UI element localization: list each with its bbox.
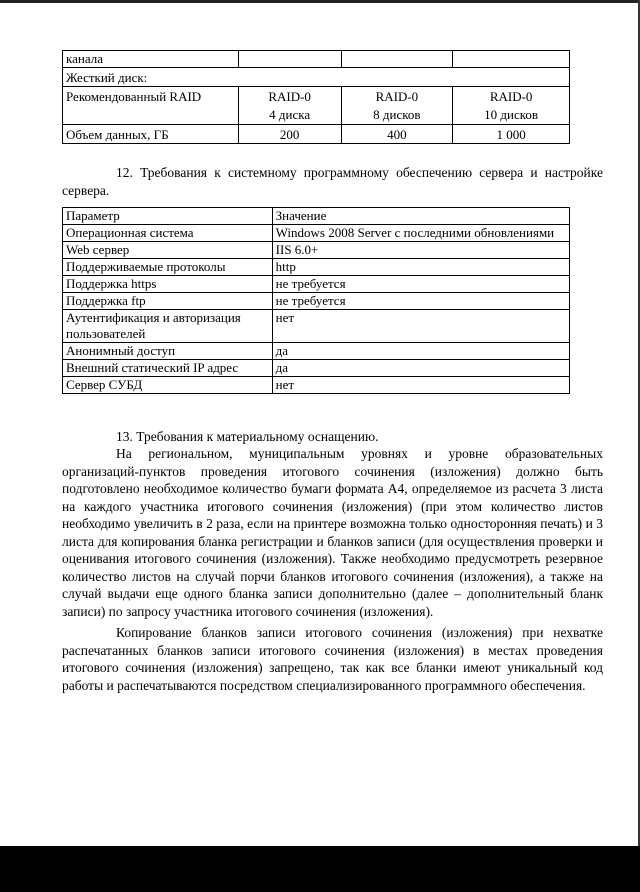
value-cell: да xyxy=(272,360,569,377)
section-12-heading: 12. Требования к системному программному обеспечению сервера и настройке сервера. xyxy=(62,165,603,198)
value-cell: http xyxy=(272,259,569,276)
scan-top-edge xyxy=(0,0,640,3)
column-header-param: Параметр xyxy=(63,208,273,225)
section-13-paragraph-2: Копирование бланков записи итогового сочинения (изложения) при нехватке распечатанных бланков записи итогового сочинения (изложения) в местах проведения итогового сочинения (изложения) запрещено, так как все бланки имеют уникальный код работы и распечатываются посредством специализированного программного обеспечения. xyxy=(62,625,603,693)
section-13-heading: 13. Требования к материальному оснащению. xyxy=(116,429,379,444)
table-cell: Жесткий диск: xyxy=(63,68,570,87)
table-row xyxy=(63,87,570,125)
table-row xyxy=(63,293,570,310)
scan-bottom-border xyxy=(0,846,640,892)
value-cell: не требуется xyxy=(272,293,569,310)
column-header-value: Значение xyxy=(272,208,569,225)
table-header-row xyxy=(63,208,570,225)
value-cell: IIS 6.0+ xyxy=(272,242,569,259)
table-cell: RAID-0 8 дисков xyxy=(341,87,453,125)
table-cell: RAID-0 10 дисков xyxy=(453,87,570,125)
table-row xyxy=(63,242,570,259)
param-cell: Поддержка https xyxy=(63,276,273,293)
table-cell: RAID-0 4 диска xyxy=(238,87,341,125)
value-cell: Windows 2008 Server с последними обновлениями xyxy=(272,225,569,242)
table-row xyxy=(63,259,570,276)
hardware-requirements-table xyxy=(62,50,570,144)
value-cell: не требуется xyxy=(272,276,569,293)
param-cell: Анонимный доступ xyxy=(63,343,273,360)
table-cell: 400 xyxy=(341,125,453,144)
table-row xyxy=(63,125,570,144)
table-cell: Объем данных, ГБ xyxy=(63,125,239,144)
section-13-paragraph-1: На региональном, муниципальным уровнях и уровне образовательных организаций-пунктов проведения итогового сочинения (изложения) должно быть подготовлено необходимое количество бумаги формата А4, определяемое из расчета 3 листа на каждого участника итогового сочинения (изложения) (при этом количество листов необходимо увеличить в 2 раза, если на принтере возможна только односторонняя печать) и 3 листа для копирования бланка регистрации и бланков записи (для осуществления проверки и оценивания итогового сочинения (изложения). Также необходимо предусмотреть резервное количество листов на случай порчи бланков итогового сочинения (изложения), а также на случай выдачи еще одного бланка записи дополнительно (далее – дополнительный бланк записи) по запросу участника итогового сочинения (изложения). xyxy=(62,446,603,619)
table-cell: Рекомендованный RAID xyxy=(63,87,239,125)
param-cell: Сервер СУБД xyxy=(63,377,273,394)
value-cell: да xyxy=(272,343,569,360)
table-row xyxy=(63,360,570,377)
param-cell: Операционная система xyxy=(63,225,273,242)
table-row xyxy=(63,51,570,68)
table-cell: 200 xyxy=(238,125,341,144)
software-requirements-table xyxy=(62,207,570,394)
table-row xyxy=(63,377,570,394)
value-cell: нет xyxy=(272,310,569,343)
param-cell: Внешний статический IP адрес xyxy=(63,360,273,377)
param-cell: Поддержка ftp xyxy=(63,293,273,310)
param-cell: Аутентификация и авторизация пользователей xyxy=(63,310,273,343)
table-row xyxy=(63,276,570,293)
table-row xyxy=(63,343,570,360)
table-row xyxy=(63,310,570,343)
table-row xyxy=(63,68,570,87)
param-cell: Поддерживаемые протоколы xyxy=(63,259,273,276)
table-cell: 1 000 xyxy=(453,125,570,144)
value-cell: нет xyxy=(272,377,569,394)
table-cell: канала xyxy=(63,51,239,68)
table-row xyxy=(63,225,570,242)
param-cell: Web сервер xyxy=(63,242,273,259)
